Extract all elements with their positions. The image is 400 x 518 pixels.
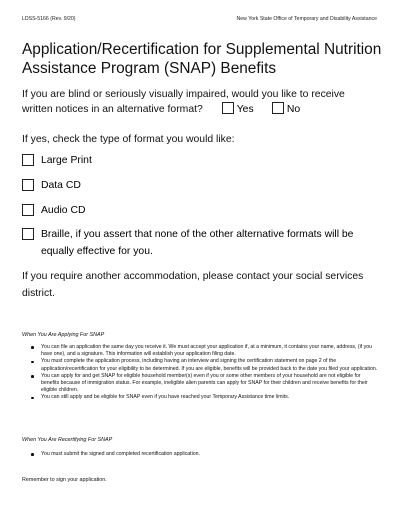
recertifying-heading: When You Are Recertifying For SNAP: [22, 437, 113, 443]
yes-option[interactable]: [222, 101, 254, 118]
large-print-checkbox[interactable]: [22, 154, 34, 166]
yes-label: Yes: [236, 104, 254, 115]
page-title: Application/Recertification for Supplemental Nutrition Assistance Program (SNAP) Benefits: [22, 41, 382, 77]
format-label: Braille, if you assert that none of the other alternative formats will be equally effective for you.: [41, 229, 354, 257]
braille-checkbox[interactable]: [22, 228, 34, 240]
yes-checkbox[interactable]: [222, 102, 234, 114]
accommodation-text: If you require another accommodation, please contact your social services district.: [22, 271, 364, 299]
applying-list: [22, 344, 378, 402]
applying-heading: When You Are Applying For SNAP: [22, 332, 105, 338]
bullet-icon: [31, 375, 34, 378]
no-option[interactable]: [272, 101, 300, 118]
sign-reminder: Remember to sign your application.: [22, 477, 107, 483]
bullet-icon: [31, 346, 34, 349]
bullet-icon: [31, 361, 34, 364]
format-question: If yes, check the type of format you would like:: [22, 134, 235, 145]
format-label: Audio CD: [41, 205, 86, 216]
form-id: LDSS-5166 (Rev. 9/20): [22, 16, 76, 22]
list-item: You can apply for and get SNAP for eligible household member(s) even if you or some other members of your household are not eligible for benefits because of immigration status. For example, ineligible alien parents can apply for SNAP for their children and receive benefits for their eligible children.: [22, 373, 378, 395]
list-item: You must submit the signed and completed recertification application.: [22, 451, 378, 458]
format-label: Data CD: [41, 180, 81, 191]
no-checkbox[interactable]: [272, 102, 284, 114]
bullet-icon: [31, 397, 34, 400]
agency-name: New York State Office of Temporary and Disability Assistance: [236, 16, 377, 22]
list-item: You can file an application the same day you receive it. We must accept your application if, at a minimum, it contains your name, address, (if you have one), and a signature. This information will establish your application filing date.: [22, 344, 378, 358]
notice-question-line1: If you are blind or seriously visually impaired, would you like to receive: [22, 89, 345, 100]
list-item: You can still apply and be eligible for SNAP even if you have reached your Temporary Assistance time limits.: [22, 394, 378, 401]
list-item: You must complete the application process, including having an interview and signing the certification statement on page 2 of the application/recertification for your eligibility to be determined. If you are eligible, benefits will be provided back to the date you filed your application.: [22, 358, 378, 372]
data-cd-checkbox[interactable]: [22, 179, 34, 191]
notice-question-line2: written notices in an alternative format?: [22, 104, 203, 115]
no-label: No: [286, 104, 301, 115]
audio-cd-checkbox[interactable]: [22, 204, 34, 216]
recertifying-list: [22, 451, 378, 458]
format-label: Large Print: [41, 155, 92, 166]
bullet-icon: [31, 453, 34, 456]
